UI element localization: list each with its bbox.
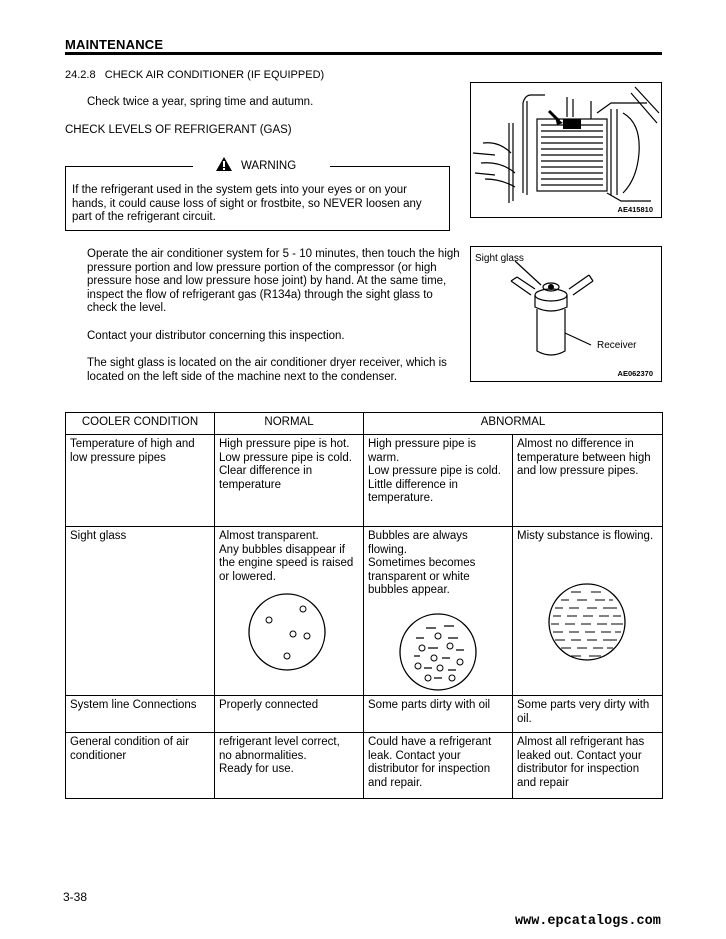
header-normal: NORMAL: [215, 413, 364, 435]
table-row: [66, 695, 663, 732]
header-abnormal: ABNORMAL: [364, 413, 663, 435]
cell-sight-abnormal2: Misty substance is flowing.: [513, 527, 663, 696]
row-label-general: General condition of air conditioner: [66, 732, 215, 798]
header-rule: [65, 52, 662, 55]
cell-temperature-normal: High pressure pipe is hot. Low pressure pipe is cold. Clear difference in temperature: [215, 435, 364, 527]
cell-temperature-abnormal1: High pressure pipe is warm. Low pressure pipe is cold. Little difference in temperature.: [364, 435, 513, 527]
paragraph-operate: Operate the air conditioner system for 5 - 10 minutes, then touch the high pressure portion and low pressure portion of the compressor (or high pressure hose and low pressure hose joint) by hand. At the same time, inspect the flow of refrigerant gas (R134a) through the sight glass to check the level.: [87, 248, 460, 315]
table-row: [66, 732, 663, 798]
cell-temperature-abnormal2: Almost no difference in temperature between high and low pressure pipes.: [513, 435, 663, 527]
cell-lines-normal: Properly connected: [215, 695, 364, 732]
table-header-row: [66, 413, 663, 435]
figure1-code: AE415810: [617, 205, 653, 214]
warning-title: [215, 156, 296, 172]
figure-receiver-location: [470, 82, 662, 218]
row-label-sight-glass: Sight glass: [66, 527, 215, 696]
cooler-condition-table: [65, 412, 663, 799]
watermark-link[interactable]: www.epcatalogs.com: [515, 914, 661, 929]
paragraph-location: The sight glass is located on the air conditioner dryer receiver, which is located on the left side of the machine next to the condenser.: [87, 357, 447, 383]
receiver-illustration: [471, 247, 661, 381]
label-sight-glass: Sight glass: [475, 253, 524, 264]
table-row: [66, 435, 663, 527]
warning-triangle-icon: [215, 156, 233, 172]
page-header-title: MAINTENANCE: [65, 37, 164, 52]
row-label-temperature: Temperature of high and low pressure pipes: [66, 435, 215, 527]
header-cooler-condition: COOLER CONDITION: [66, 413, 215, 435]
section-heading: [65, 69, 324, 81]
figure-sight-glass: [470, 246, 662, 382]
intro-text: Check twice a year, spring time and autumn.: [87, 96, 314, 108]
cell-general-normal: refrigerant level correct, no abnormalities. Ready for use.: [215, 732, 364, 798]
cell-sight-abnormal1: Bubbles are always flowing. Sometimes becomes transparent or white bubbles appear.: [364, 527, 513, 696]
section-title: CHECK AIR CONDITIONER (IF EQUIPPED): [104, 69, 325, 81]
section-number: 24.2.8: [65, 69, 96, 81]
sight-glass-bubbles-icon: [398, 612, 478, 692]
cell-lines-abnormal1: Some parts dirty with oil: [364, 695, 513, 732]
table-row: [66, 527, 663, 696]
sight-glass-clear-icon: [247, 592, 327, 672]
cell-general-abnormal2: Almost all refrigerant has leaked out. Contact your distributor for inspection and repair: [513, 732, 663, 798]
machine-illustration: [471, 83, 661, 217]
cell-sight-normal: Almost transparent. Any bubbles disappear if the engine speed is raised or lowered.: [215, 527, 364, 696]
cell-general-abnormal1: Could have a refrigerant leak. Contact your distributor for inspection and repair.: [364, 732, 513, 798]
warning-title-text: WARNING: [241, 160, 297, 172]
warning-text: If the refrigerant used in the system gets into your eyes or on your hands, it could cause loss of sight or frostbite, so NEVER loosen any part of the refrigerant circuit.: [72, 184, 422, 224]
page-number: 3-38: [63, 890, 88, 904]
cell-lines-abnormal2: Some parts very dirty with oil.: [513, 695, 663, 732]
figure2-code: AE062370: [617, 369, 653, 378]
sight-glass-misty-icon: [547, 582, 627, 662]
row-label-lines: System line Connections: [66, 695, 215, 732]
label-receiver: Receiver: [597, 340, 637, 351]
levels-heading: CHECK LEVELS OF REFRIGERANT (GAS): [65, 124, 292, 136]
paragraph-contact: Contact your distributor concerning this inspection.: [87, 330, 345, 342]
